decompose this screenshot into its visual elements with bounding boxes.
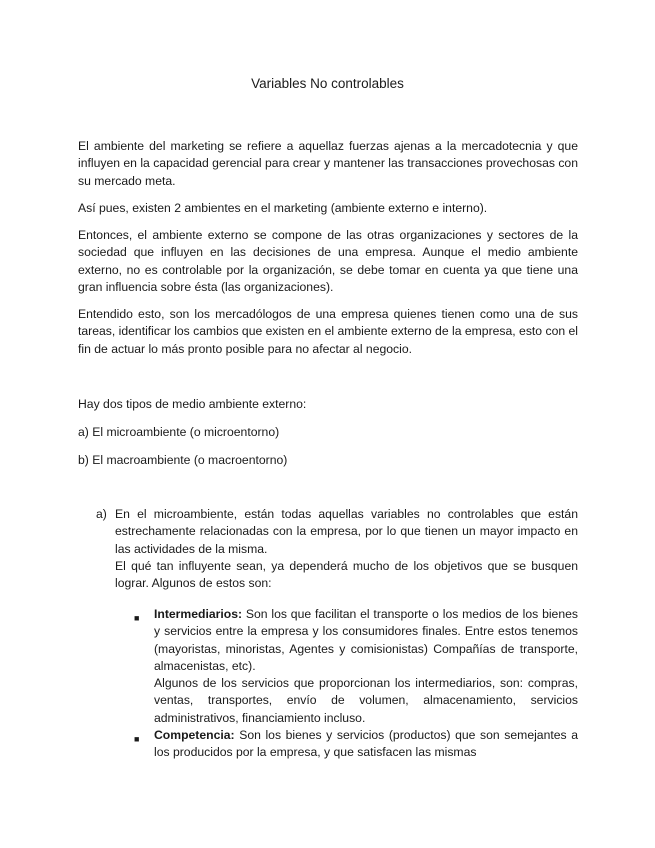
list-marker: a) <box>96 507 107 521</box>
definition-competencia: Son los bienes y servicios (productos) que son semejantes a los producidos por la empresa, y que satisfacen las mismas <box>154 728 578 760</box>
type-b-macroambiente: b) El macroambiente (o macroentorno) <box>78 453 288 467</box>
microambiente-influence: El qué tan influyente sean, ya dependerá mucho de los objetivos que se busquen lograr. Algunos de estos son: <box>115 558 578 591</box>
list-item-competencia <box>130 727 578 762</box>
type-a-microambiente: a) El microambiente (o microentorno) <box>78 425 280 439</box>
paragraph-marketing-environment: El ambiente del marketing se refiere a aquellaz fuerzas ajenas a la mercadotecnia y que influyen en la capacidad gerencial para crear y mantener las transacciones provechosas con su mercado meta. <box>78 139 578 188</box>
paragraph-two-environments: Así pues, existen 2 ambientes en el marketing (ambiente externo e interno). <box>78 201 488 215</box>
microambiente-variables-list <box>130 606 578 762</box>
paragraph-marketers-role: Entendido esto, son los mercadólogos de una empresa quienes tienen como una de sus tareas, identificar los cambios que existen en el ambiente externo de la empresa, esto con el fin de actuar lo más pronto posible para no afectar al negocio. <box>78 307 578 356</box>
list-item-intermediarios <box>130 606 578 727</box>
document-title: Variables No controlables <box>251 76 404 91</box>
bullet-square-icon: ■ <box>134 613 140 623</box>
paragraph-external-environment: Entonces, el ambiente externo se compone de las otras organizaciones y sectores de la sociedad que influyen en las decisiones de una empresa. Aunque el medio ambiente externo, no es controlable por la organización, se debe tomar en cuenta ya que tiene una gran influencia sobre ésta (las organizaciones). <box>78 228 578 294</box>
microambiente-section <box>96 506 578 592</box>
intermediarios-services: Algunos de los servicios que proporcionan los intermediarios, son: compras, ventas, transportes, envío de volumen, almacenamiento, servicios administrativos, financiamiento incluso. <box>154 676 578 725</box>
definition-intermediarios: Son los que facilitan el transporte o los medios de los bienes y servicios entre la empresa y los consumidores finales. Entre estos tenemos (mayoristas, minoristas, Agentes y comisionistas) Compañías de transporte, almacenistas, etc). <box>154 607 578 673</box>
microambiente-description: En el microambiente, están todas aquellas variables no controlables que están estrechamente relacionadas con la empresa, por lo que tienen un mayor impacto en las actividades de la misma. <box>115 507 578 556</box>
bullet-square-icon: ■ <box>134 734 140 745</box>
types-intro: Hay dos tipos de medio ambiente externo: <box>78 397 307 411</box>
term-intermediarios: Intermediarios: <box>154 607 243 621</box>
term-competencia: Competencia: <box>154 728 235 743</box>
